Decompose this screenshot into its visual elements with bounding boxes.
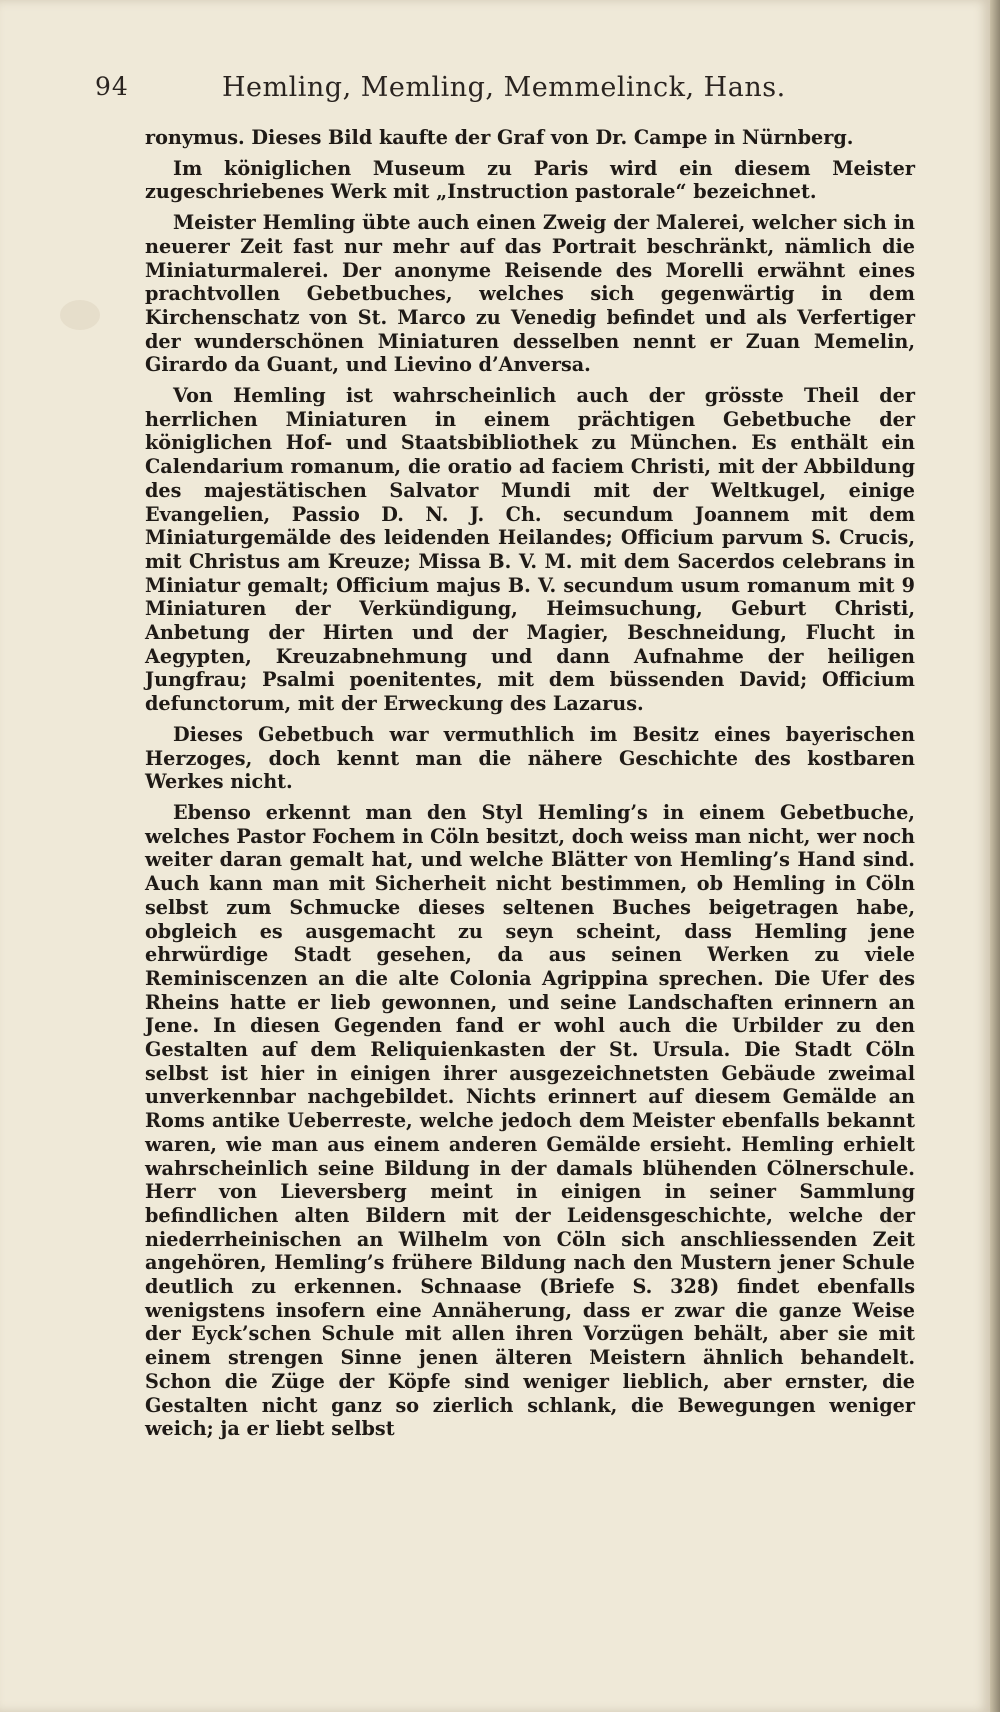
paragraph: Dieses Gebetbuch war vermuthlich im Besitz eines bayerischen Herzoges, doch kennt man die nähere Geschichte des kostbaren Werkes nicht. — [145, 722, 915, 794]
page-number: 94 — [95, 72, 129, 101]
page-edge — [990, 0, 1000, 1712]
paragraph: Von Hemling ist wahrscheinlich auch der grösste Theil der herrlichen Miniaturen in einem prächtigen Gebetbuche der königlichen Hof- und Staatsbibliothek zu München. Es enthält ein Calendarium romanum, die oratio ad faciem Christi, mit der Abbildung des majestätischen Salvator Mundi mit der Weltkugel, einige Evangelien, Passio D. N. J. Ch. secundum Joannem mit dem Miniaturgemälde des leidenden Heilandes; Officium parvum S. Crucis, mit Christus am Kreuze; Missa B. V. M. mit dem Sacerdos celebrans in Miniatur gemalt; Officium majus B. V. secundum usum romanum mit 9 Miniaturen der Verkündigung, Heimsuchung, Geburt Christi, Anbetung der Hirten und der Magier, Beschneidung, Flucht in Aegypten, Kreuzabnehmung und dann Aufnahme der heiligen Jungfrau; Psalmi poenitentes, mit dem büssenden David; Officium defunctorum, mit der Erweckung des Lazarus. — [145, 384, 915, 716]
body-text — [145, 126, 915, 1448]
paragraph: Ebenso erkennt man den Styl Hemling’s in einem Gebetbuche, welches Pastor Fochem in Cöln besitzt, doch weiss man nicht, wer noch weiter daran gemalt hat, und welche Blätter von Hemling’s Hand sind. Auch kann man mit Sicherheit nicht bestimmen, ob Hemling in Cöln selbst zum Schmucke dieses seltenen Buches beigetragen habe, obgleich es ausgemacht zu seyn scheint, dass Hemling jene ehrwürdige Stadt gesehen, da aus seinen Werken zu viele Reminiscenzen an die alte Colonia Agrippina sprechen. Die Ufer des Rheins hatte er lieb gewonnen, und seine Landschaften erinnern an Jene. In diesen Gegenden fand er wohl auch die Urbilder zu den Gestalten auf dem Reliquienkasten der St. Ursula. Die Stadt Cöln selbst ist hier in einigen ihrer ausgezeichnetsten Gebäude zweimal unverkennbar nachgebildet. Nichts erinnert auf diesem Gemälde an Roms antike Ueberreste, welche jedoch dem Meister ebenfalls bekannt waren, wie man aus einem anderen Gemälde ersieht. Hemling erhielt wahrscheinlich seine Bildung in der damals blühenden Cölnerschule. Herr von Lieversberg meint in einigen in seiner Sammlung befindlichen alten Bildern mit der Leidensgeschichte, welche der niederrheinischen an Wilhelm von Cöln sich anschliessenden Zeit angehören, Hemling’s frühere Bildung nach den Mustern jener Schule deutlich zu erkennen. Schnaase (Briefe S. 328) findet ebenfalls wenigstens insofern eine Annäherung, dass er zwar die ganze Weise der Eyck’schen Schule mit allen ihren Vorzügen behält, aber sie mit einem strengen Sinne jenen älteren Meistern ähnlich behandelt. Schon die Züge der Köpfe sind weniger lieblich, aber ernster, die Gestalten nicht ganz so zierlich schlank, die Bewegungen weniger weich; ja er liebt selbst — [145, 800, 915, 1441]
paragraph: Im königlichen Museum zu Paris wird ein diesem Meister zugeschriebenes Werk mit „Instruction pastorale“ bezeichnet. — [145, 156, 915, 204]
paragraph: ronymus. Dieses Bild kaufte der Graf von Dr. Campe in Nürnberg. — [145, 126, 854, 149]
page-header — [95, 72, 915, 112]
running-head: Hemling, Memling, Memmelinck, Hans. — [222, 72, 786, 103]
paragraph: Meister Hemling übte auch einen Zweig der Malerei, welcher sich in neuerer Zeit fast nur mehr auf das Portrait beschränkt, nämlich die Miniaturmalerei. Der anonyme Reisende des Morelli erwähnt eines prachtvollen Gebetbuches, welches sich gegenwärtig in dem Kirchenschatz von St. Marco zu Venedig befindet und als Verfertiger der wunderschönen Miniaturen desselben nennt er Zuan Memelin, Girardo da Guant, und Lievino d’Anversa. — [145, 211, 915, 377]
paper-stain — [60, 300, 100, 330]
